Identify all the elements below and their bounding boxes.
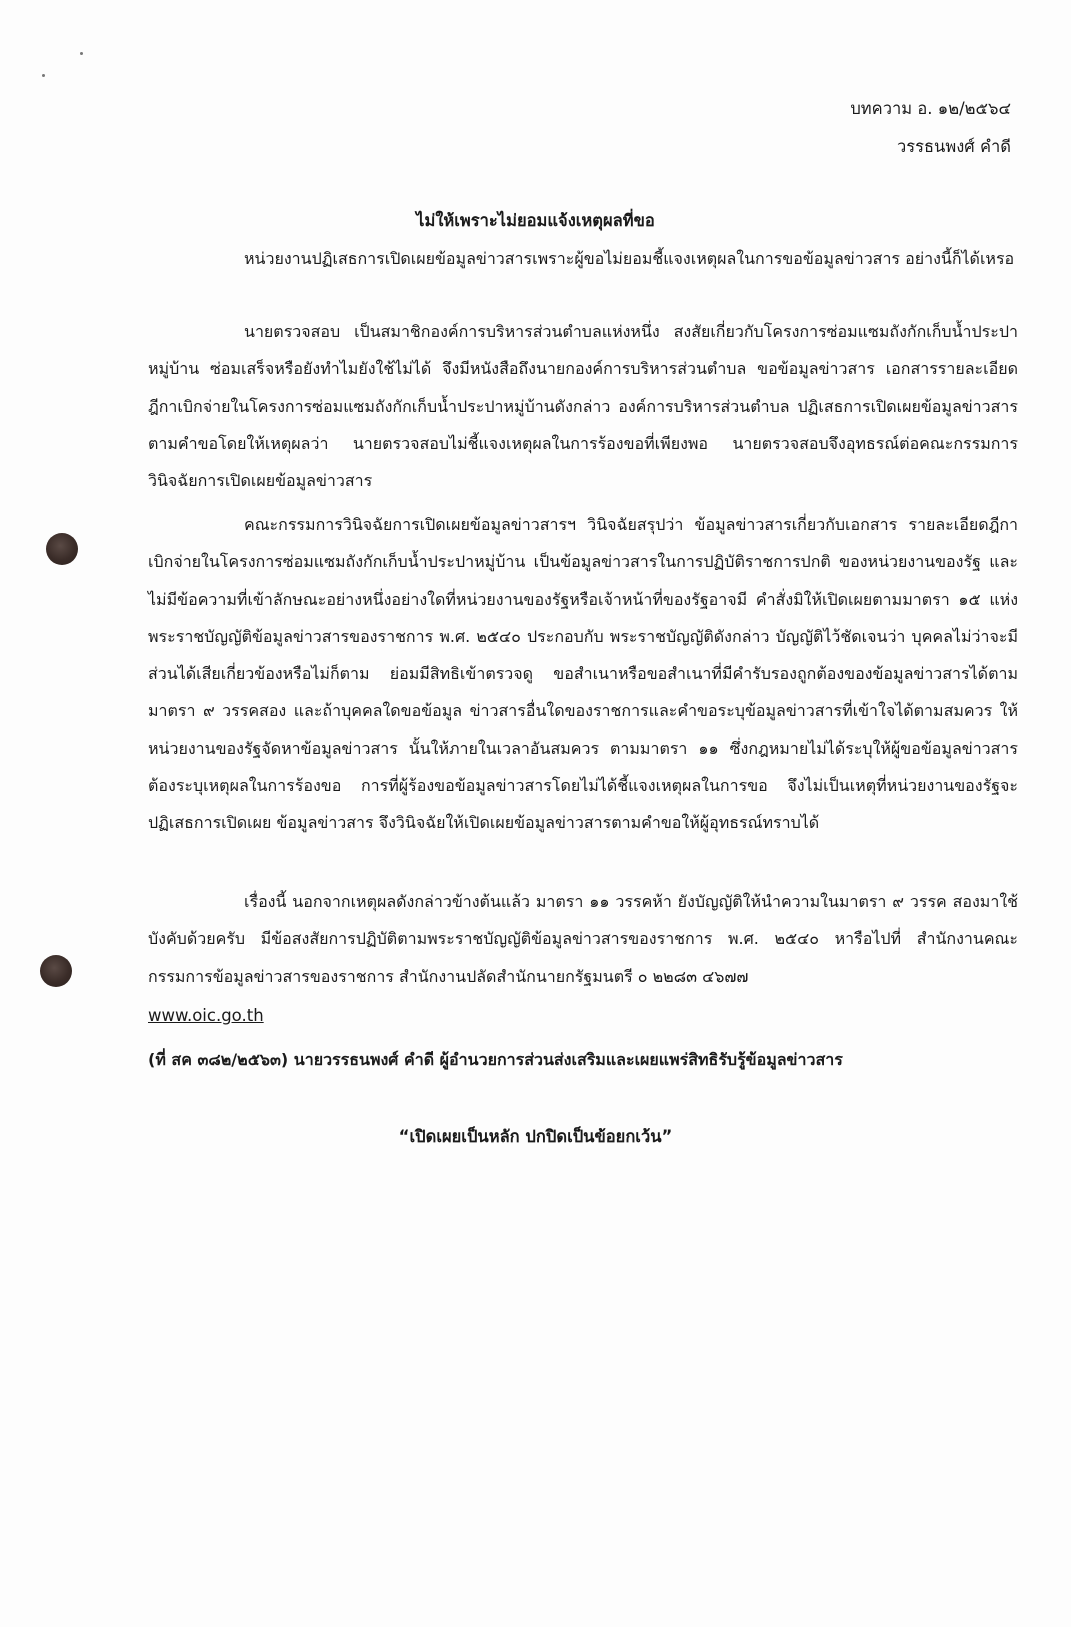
scan-speck [80, 52, 83, 55]
punch-hole-bottom [40, 955, 72, 987]
paragraph-text: นายตรวจสอบ เป็นสมาชิกองค์การบริหารส่วนตำบลแห่งหนึ่ง สงสัยเกี่ยวกับโครงการซ่อมแซมถังกักเก็บน้ำประปาหมู่บ้าน ซ่อมเสร็จหรือยังทำไมยังใช้ไม่ได้ จึงมีหนังสือถึงนายกองค์การบริหารส่วนตำบล ขอข้อมูลข่าวสาร เอกสารรายละเอียดฎีกาเบิกจ่ายในโครงการซ่อมแซมถังกักเก็บน้ำประปาหมู่บ้านดังกล่าว องค์การบริหารส่วนตำบล ปฏิเสธการเปิดเผยข้อมูลข่าวสารตามคำขอโดยให้เหตุผลว่า นายตรวจสอบไม่ชี้แจงเหตุผลในการร้องขอที่เพียงพอ นายตรวจสอบจึงอุทธรณ์ต่อคณะกรรมการวินิจฉัยการเปิดเผยข้อมูลข่าวสาร [148, 322, 1018, 491]
article-author: วรรธนพงศ์ คำดี [896, 137, 1011, 156]
case-reference: (ที่ สค ๓๘๒/๒๕๖๓) นายวรรธนพงศ์ คำดี ผู้อำนวยการส่วนส่งเสริมและเผยแพร่สิทธิรับรู้ข้อมูลข่าวสาร [148, 1050, 843, 1069]
paragraph-text: หน่วยงานปฏิเสธการเปิดเผยข้อมูลข่าวสารเพราะผู้ขอไม่ยอมชี้แจงเหตุผลในการขอข้อมูลข่าวสาร อย่างนี้ก็ได้เหรอ [244, 249, 1015, 268]
scan-speck [42, 74, 45, 77]
paragraph-text: เรื่องนี้ นอกจากเหตุผลดังกล่าวข้างต้นแล้ว มาตรา ๑๑ วรรคห้า ยังบัญญัติให้นำความในมาตรา ๙ วรรค สองมาใช้บังคับด้วยครับ มีข้อสงสัยการปฏิบัติตามพระราชบัญญัติข้อมูลข่าวสารของราชการ พ.ศ. ๒๕๔๐ หารือไปที่ สำนักงานคณะกรรมการข้อมูลข่าวสารของราชการ สำนักงานปลัดสำนักนายกรัฐมนตรี ๐ ๒๒๘๓ ๔๖๗๗ [148, 892, 1018, 986]
paragraph-text: คณะกรรมการวินิจฉัยการเปิดเผยข้อมูลข่าวสารฯ วินิจฉัยสรุปว่า ข้อมูลข่าวสารเกี่ยวกับเอกสาร รายละเอียดฎีกาเบิกจ่ายในโครงการซ่อมแซมถังกักเก็บน้ำประปาหมู่บ้าน เป็นข้อมูลข่าวสารในการปฏิบัติราชการปกติ ของหน่วยงานของรัฐ และไม่มีข้อความที่เข้าลักษณะอย่างหนึ่งอย่างใดที่หน่วยงานของรัฐหรือเจ้าหน้าที่ของรัฐอาจมี คำสั่งมิให้เปิดเผยตามมาตรา ๑๕ แห่งพระราชบัญญัติข้อมูลข่าวสารของราชการ พ.ศ. ๒๕๔๐ ประกอบกับ พระราชบัญญัติดังกล่าว บัญญัติไว้ชัดเจนว่า บุคคลไม่ว่าจะมีส่วนได้เสียเกี่ยวข้องหรือไม่ก็ตาม ย่อมมีสิทธิเข้าตรวจดู ขอสำเนาหรือขอสำเนาที่มีคำรับรองถูกต้องของข้อมูลข่าวสารได้ตามมาตรา ๙ วรรคสอง และถ้าบุคคลใดขอข้อมูล ข่าวสารอื่นใดของราชการและคำขอระบุข้อมูลข่าวสารที่เข้าใจได้ตามสมควร ให้หน่วยงานของรัฐจัดหาข้อมูลข่าวสาร นั้นให้ภายในเวลาอันสมควร ตามมาตรา ๑๑ ซึ่งกฎหมายไม่ได้ระบุให้ผู้ขอข้อมูลข่าวสารต้องระบุเหตุผลในการร้องขอ การที่ผู้ร้องขอข้อมูลข่าวสารโดยไม่ได้ชี้แจงเหตุผลในการขอ จึงไม่เป็นเหตุที่หน่วยงานของรัฐจะปฏิเสธการเปิดเผย ข้อมูลข่าวสาร จึงวินิจฉัยให้เปิดเผยข้อมูลข่าวสารตามคำขอให้ผู้อุทธรณ์ทราบได้ [148, 515, 1018, 833]
punch-hole-top [46, 533, 78, 565]
slogan: “เปิดเผยเป็นหลัก ปกปิดเป็นข้อยกเว้น” [398, 1127, 673, 1146]
website-link[interactable]: www.oic.go.th [148, 1006, 264, 1025]
document-title: ไม่ให้เพราะไม่ยอมแจ้งเหตุผลที่ขอ [416, 211, 655, 230]
paragraph-intro [148, 240, 1018, 277]
article-reference-code: บทความ อ. ๑๒/๒๕๖๔ [850, 99, 1011, 118]
paragraph-ruling [148, 506, 1018, 842]
paragraph-note [148, 883, 1018, 995]
paragraph-case-facts [148, 313, 1018, 499]
